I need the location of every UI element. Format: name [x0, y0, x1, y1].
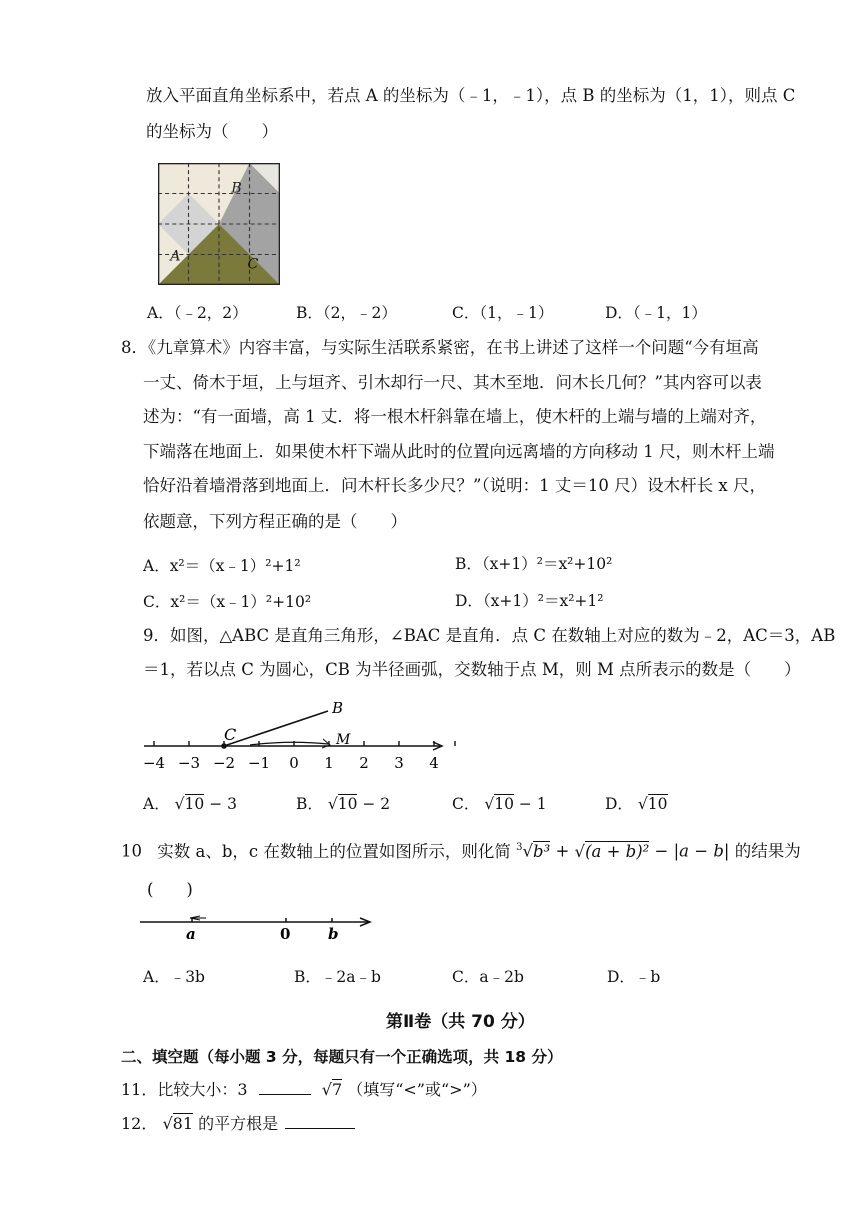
q9-option-a-prefix: A． — [143, 795, 170, 813]
q12 — [121, 1114, 355, 1134]
q9-option-c-prefix: C． — [452, 795, 480, 813]
q7-label-c: C — [247, 256, 259, 273]
q8-line3: 述为：“有一面墙，高 1 丈．将一根木杆斜靠在墙上，使木杆的上端与墙的上端对齐， — [143, 407, 767, 426]
q7-option-c[interactable]: C．（1，﹣1） — [452, 304, 554, 322]
q7-line1: 放入平面直角坐标系中，若点 A 的坐标为（﹣1，﹣1），点 B 的坐标为（1，1），则点 C — [146, 86, 796, 105]
q9-option-d[interactable] — [605, 792, 668, 814]
q9-option-b[interactable] — [296, 792, 390, 814]
q9-option-b-prefix: B． — [296, 795, 323, 813]
q9-option-c[interactable] — [452, 792, 547, 814]
number-line-tick-label: 3 — [394, 754, 404, 772]
q9-line1: 9．如图，△ABC 是直角三角形，∠BAC 是直角．点 C 在数轴上对应的数为﹣2，AC＝3，AB — [143, 626, 836, 645]
number-line-tick-label: 1 — [324, 754, 334, 772]
q9-line2: ＝1，若以点 C 为圆心，CB 为半径画弧，交数轴于点 M，则 M 点所表示的数是（ ） — [143, 660, 801, 679]
q7-option-a[interactable]: A．（﹣2，2） — [147, 304, 248, 322]
number-line-tick-label: −1 — [247, 754, 271, 772]
q8-line5: 恰好沿着墙滑落到地面上．问木杆长多少尺？”（说明：1 丈＝10 尺）设木杆长 x 尺， — [143, 476, 766, 495]
q7-grid-figure — [158, 163, 280, 285]
q9-option-c-radicand: 10 — [494, 795, 514, 813]
number-line-tick-label: 4 — [429, 754, 439, 772]
q9-option-d-radicand: 10 — [647, 795, 668, 813]
square-root: √(a + b)² — [574, 841, 650, 861]
sqrt-sign: √10 — [327, 795, 358, 813]
q10-number-line-figure — [138, 908, 378, 942]
q10-line2: ( ) — [147, 880, 193, 899]
q10-option-a[interactable]: A．﹣3b — [143, 968, 205, 986]
number-line-tick-label: −3 — [177, 754, 201, 772]
sqrt-sign: √7 — [321, 1080, 343, 1099]
q10-stem: 10 实数 a、b，c 在数轴上的位置如图所示，则化简 $^3$√b³ + √(a + b)² − |a − b| 的结果为 — [121, 838, 801, 862]
q12-suffix: 的平方根是 — [198, 1114, 279, 1133]
sqrt-sign: √81 — [162, 1114, 194, 1133]
q7-option-d[interactable]: D．（﹣1，1） — [605, 304, 707, 322]
sqrt-sign: √10 — [637, 795, 668, 813]
q9-number-line-figure — [140, 694, 460, 776]
q8-option-c[interactable]: C．x²＝（x﹣1）²+10² — [143, 593, 312, 611]
q10-label-0: 0 — [280, 925, 291, 942]
q10-stem-text: 实数 a、b，c 在数轴上的位置如图所示，则化简 — [157, 841, 511, 861]
q9-option-b-rest: − 2 — [362, 795, 391, 813]
q9-option-b-radicand: 10 — [337, 795, 358, 813]
q10-option-c[interactable]: C．a﹣2b — [452, 968, 524, 986]
section-heading: 二、填空题（每小题 3 分，每题只有一个正确选项，共 18 分） — [121, 1048, 563, 1066]
number-line-tick-label: 2 — [359, 754, 369, 772]
q7-label-b: B — [231, 180, 242, 197]
q10-label-b: b — [328, 925, 339, 942]
q9-option-a[interactable] — [143, 792, 237, 814]
q7-label-a: A — [170, 248, 181, 265]
q9-option-c-rest: − 1 — [518, 795, 547, 813]
abs-term: − |a − b| — [654, 841, 730, 861]
number-line-tick-label: −4 — [142, 754, 166, 772]
q10-option-d[interactable]: D．﹣b — [607, 968, 661, 986]
q8-option-a[interactable]: A．x²＝（x﹣1）²+1² — [143, 557, 301, 575]
q12-prefix: 12． — [121, 1114, 158, 1133]
sqrt-sign: √10 — [174, 795, 205, 813]
q12-radicand: 81 — [172, 1114, 194, 1133]
number-line-tick-label: −2 — [212, 754, 236, 772]
q12-blank[interactable] — [285, 1114, 355, 1129]
q7-option-b[interactable]: B．（2，﹣2） — [296, 304, 397, 322]
number-line-tick-label: 0 — [289, 754, 299, 772]
cube-root-index: 3 — [516, 842, 523, 853]
cube-root-radicand: b³ — [533, 841, 551, 861]
q11-blank[interactable] — [259, 1080, 311, 1095]
q8-line2: 一丈、倚木于垣，上与垣齐、引木却行一尺、其木至地．问木长几何？”其内容可以表 — [143, 373, 762, 392]
q10-option-b[interactable]: B．﹣2a﹣b — [294, 968, 381, 986]
q11-radicand: 7 — [331, 1080, 343, 1099]
sqrt-sign: √10 — [484, 795, 514, 813]
q7-line2: 的坐标为（ ） — [146, 122, 278, 141]
q10-label-a: a — [186, 925, 196, 942]
q10-number: 10 — [121, 841, 142, 861]
q9-label-m: M — [336, 732, 351, 748]
q9-option-d-prefix: D． — [605, 795, 633, 813]
q9-option-a-radicand: 10 — [184, 795, 205, 813]
q11-prefix: 11．比较大小：3 — [121, 1080, 248, 1099]
q8-line1: 8．《九章算术》内容丰富，与实际生活联系紧密，在书上讲述了这样一个问题“今有垣高 — [121, 338, 759, 357]
q11-suffix: （填写“<”或“>”） — [347, 1080, 487, 1099]
q9-label-c: C — [224, 725, 237, 744]
cube-root: $^3$√b³ — [516, 841, 551, 861]
q9-label-b: B — [332, 699, 344, 717]
q8-line6: 依题意，下列方程正确的是（ ） — [143, 512, 407, 531]
part2-title: 第Ⅱ卷（共 70 分） — [386, 1012, 535, 1032]
q8-option-d[interactable]: D．（x+1）²＝x²+1² — [455, 592, 604, 610]
q8-line4: 下端落在地面上．如果使木杆下端从此时的位置向远离墙的方向移动 1 尺，则木杆上端 — [143, 442, 775, 461]
q8-option-b[interactable]: B．（x+1）²＝x²+10² — [455, 555, 613, 573]
q10-stem-end: 的结果为 — [734, 841, 801, 861]
q11 — [121, 1080, 487, 1100]
q9-option-a-rest: − 3 — [209, 795, 237, 813]
square-root-radicand: (a + b)² — [585, 841, 650, 861]
